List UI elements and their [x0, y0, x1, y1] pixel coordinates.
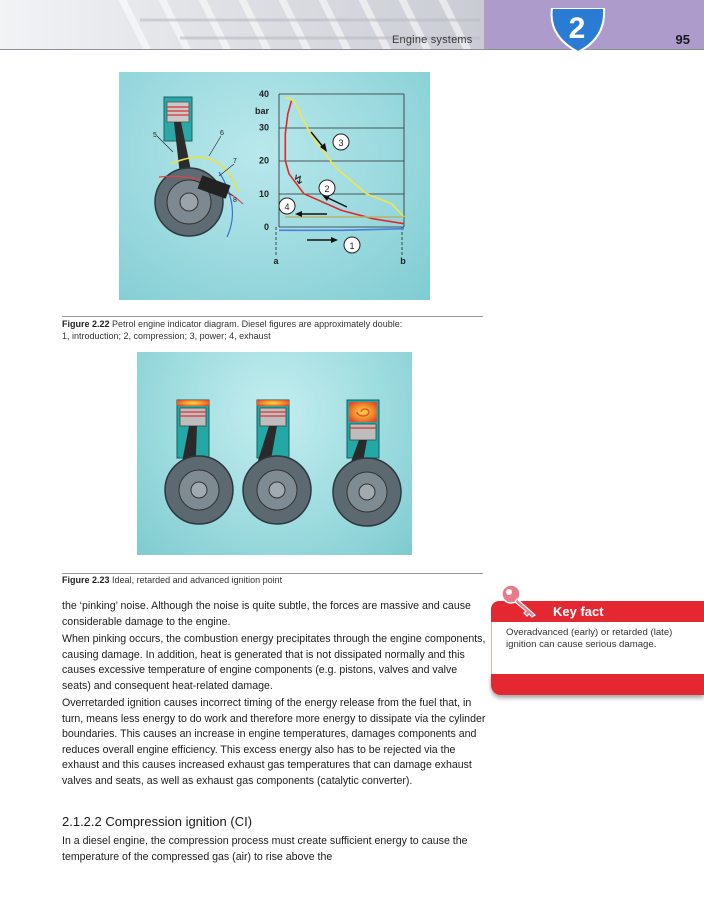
figure-2-22-rule	[62, 316, 483, 317]
figure-2-22-caption-line1: Petrol engine indicator diagram. Diesel figures are approximately double:	[112, 319, 403, 329]
engine-callout-8: 8	[233, 197, 237, 204]
key-icon	[499, 582, 541, 618]
engine-advanced-ignition	[333, 400, 401, 526]
pv-y-tick-20: 20	[258, 155, 269, 166]
phase-marker-1	[344, 237, 360, 253]
body-paragraph-pinking-damage: When pinking occurs, the combustion energy precipitates through the engine components, causing damage. In addition, heat is generated that is not dissipated normally and this causes excessive temperature of engine components (e.g. pistons, valves and valve seats) and consequent heat-related damage.	[62, 633, 486, 692]
section-heading-compression-ignition: 2.1.2.2 Compression ignition (CI)	[62, 814, 253, 829]
key-fact-text: Overadvanced (early) or retarded (late) ignition can cause serious damage.	[506, 627, 673, 650]
engine-callout-5: 5	[153, 132, 157, 139]
page-number: 95	[675, 32, 690, 47]
engine-callout-7: 7	[233, 158, 237, 165]
pv-series-3	[285, 97, 404, 217]
pv-y-tick-0: 0	[263, 222, 269, 232]
pv-series-1	[279, 229, 404, 231]
pv-series-group	[279, 97, 404, 230]
phase-marker-2	[319, 180, 335, 196]
pv-y-tick-40: 40	[258, 89, 269, 99]
figure-2-23-label: Figure 2.23	[62, 575, 110, 585]
body-paragraph-diesel: In a diesel engine, the compression process must create sufficient energy to cause the temperature of the compressed gas (air) to rise above the	[62, 835, 468, 863]
engine-ideal-ignition	[165, 400, 233, 524]
engine-illustration	[155, 97, 243, 237]
indicator-diagram-svg	[119, 72, 430, 300]
ignition-spark-icon: ↯	[293, 173, 304, 188]
body-paragraph-overretarded: Overretarded ignition causes incorrect timing of the energy release from the fuel that, in turn, means less energy to do work and therefore more energy to dissipate via the cylinder boundaries. This causes an increase in engine temperatures, damages components and reduces overall engine efficiency. This excess energy also has to be rejected via the exhaust and this causes increased exhaust gas temperatures that can damage exhaust valves and seats, as well as exhaust gas components (catalytic converter).	[62, 697, 486, 787]
body-paragraph-pinking-noise: the ‘pinking’ noise. Although the noise is quite subtle, the forces are massive and cause considerable damage to the engine.	[62, 600, 471, 628]
pv-y-unit: bar	[254, 106, 269, 116]
running-header-title: Engine systems	[392, 34, 473, 46]
phase-marker-3	[333, 134, 349, 150]
figure-2-23-caption	[62, 575, 492, 587]
phase-marker-1-label: 1	[349, 241, 355, 251]
engine-retarded-ignition	[243, 400, 311, 524]
figure-2-23-caption-text: Ideal, retarded and advanced ignition point	[112, 575, 283, 585]
figure-2-22-caption	[62, 319, 492, 342]
stroke-marker-b: b	[400, 256, 406, 266]
key-fact-footer	[491, 674, 704, 695]
phase-marker-2-label: 2	[324, 184, 330, 194]
engine-callout-6: 6	[220, 130, 224, 137]
ignition-points-svg	[137, 352, 412, 555]
figure-2-22-label: Figure 2.22	[62, 319, 110, 329]
figure-2-23-rule	[62, 573, 483, 574]
figure-2-22-caption-line2: 1, introduction; 2, compression; 3, power; 4, exhaust	[62, 330, 271, 341]
pv-chart	[255, 89, 406, 266]
phase-marker-4	[279, 198, 295, 214]
pv-y-tick-10: 10	[258, 188, 269, 199]
pv-grid	[279, 94, 404, 227]
stroke-marker-a: a	[273, 256, 279, 266]
chapter-number: 2	[568, 12, 586, 45]
key-fact-title: Key fact	[553, 604, 604, 619]
phase-marker-4-label: 4	[284, 202, 290, 212]
phase-marker-3-label: 3	[338, 138, 344, 148]
figure-2-22-indicator-diagram	[119, 72, 430, 300]
pv-y-tick-30: 30	[258, 122, 269, 133]
figure-2-23-ignition-points	[137, 352, 412, 555]
